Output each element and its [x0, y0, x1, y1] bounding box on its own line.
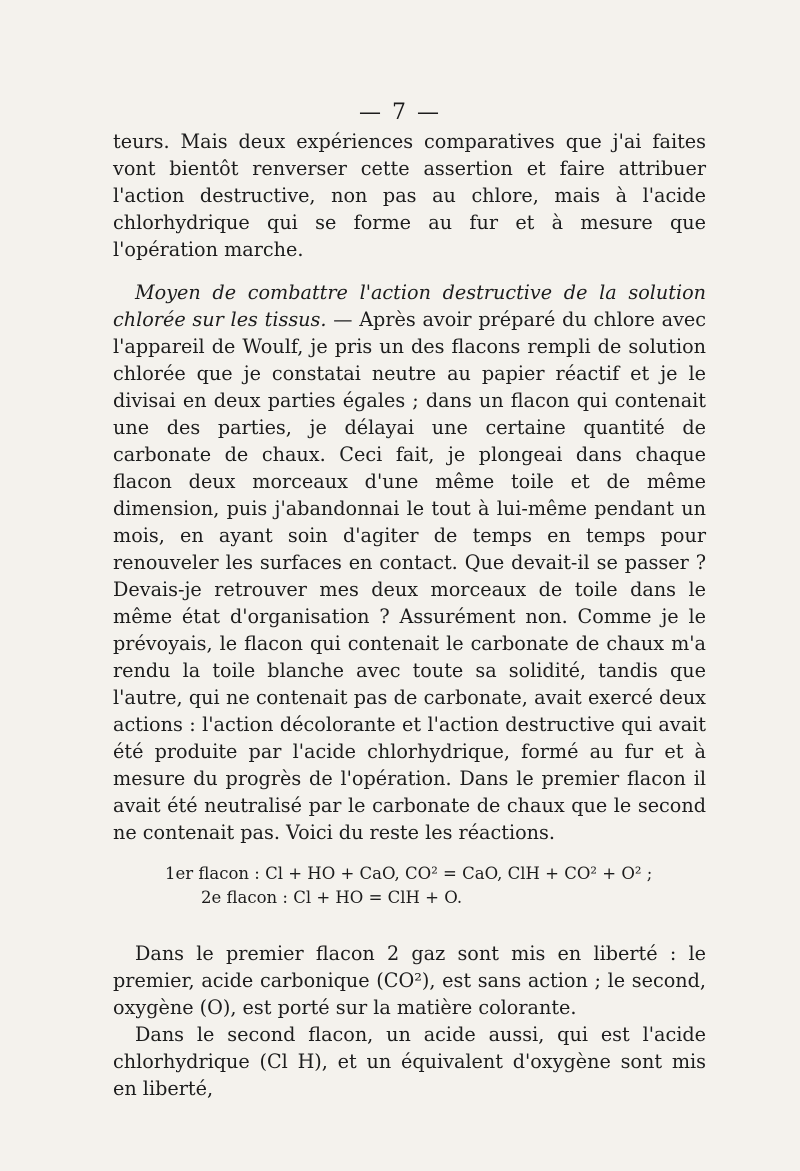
body-text: [113, 128, 706, 1102]
paragraph-first-flask: Dans le premier flacon 2 gaz sont mis en liberté : le premier, acide carbonique (CO²), est sans action ; le second, oxygène (O), est porté sur la matière colorante.: [113, 942, 706, 1019]
formula-flask-2: 2e flacon : Cl + HO = ClH + O.: [201, 888, 463, 907]
paragraph-method: [113, 279, 706, 846]
page-number: — 7 —: [359, 100, 441, 125]
paragraph-continuation: teurs. Mais deux expériences comparatives que j'ai faites vont bientôt renverser cette assertion et faire attribuer l'action destructive, non pas au chlore, mais à l'acide chlorhydrique qui se forme au fur et à mesure que l'opération marche.: [113, 130, 706, 261]
reaction-formulas: [165, 862, 706, 910]
paragraph-method-body: — Après avoir préparé du chlore avec l'appareil de Woulf, je pris un des flacons rempli de solution chlorée que je constatai neutre au papier réactif et je le divisai en deux parties égales ; dans un flacon qui contenait une des parties, je délayai une certaine quantité de carbonate de chaux. Ceci fait, je plongeai dans chaque flacon deux morceaux d'une même toile et de même dimension, puis j'abandonnai le tout à lui-même pendant un mois, en ayant soin d'agiter de temps en temps pour renouveler les surfaces en contact. Que devait-il se passer ? Devais-je retrouver mes deux morceaux de toile dans le même état d'organisation ? Assurément non. Comme je le prévoyais, le flacon qui contenait le carbonate de chaux m'a rendu la toile blanche avec toute sa solidité, tandis que l'autre, qui ne contenait pas de carbonate, avait exercé deux actions : l'action décolorante et l'action destructive qui avait été produite par l'acide chlorhydrique, formé au fur et à mesure du progrès de l'opération. Dans le premier flacon il avait été neutralisé par le carbonate de chaux que le second ne contenait pas. Voici du reste les réactions.: [113, 308, 707, 844]
section-heading: Moyen de combattre l'action destructive de la solution chlorée sur les tissus.: [113, 281, 706, 331]
formula-flask-1: 1er flacon : Cl + HO + CaO, CO² = CaO, ClH + CO² + O² ;: [165, 864, 653, 883]
paragraph-second-flask: Dans le second flacon, un acide aussi, qui est l'acide chlorhydrique (Cl H), et un équivalent d'oxygène sont mis en liberté,: [113, 1023, 706, 1100]
